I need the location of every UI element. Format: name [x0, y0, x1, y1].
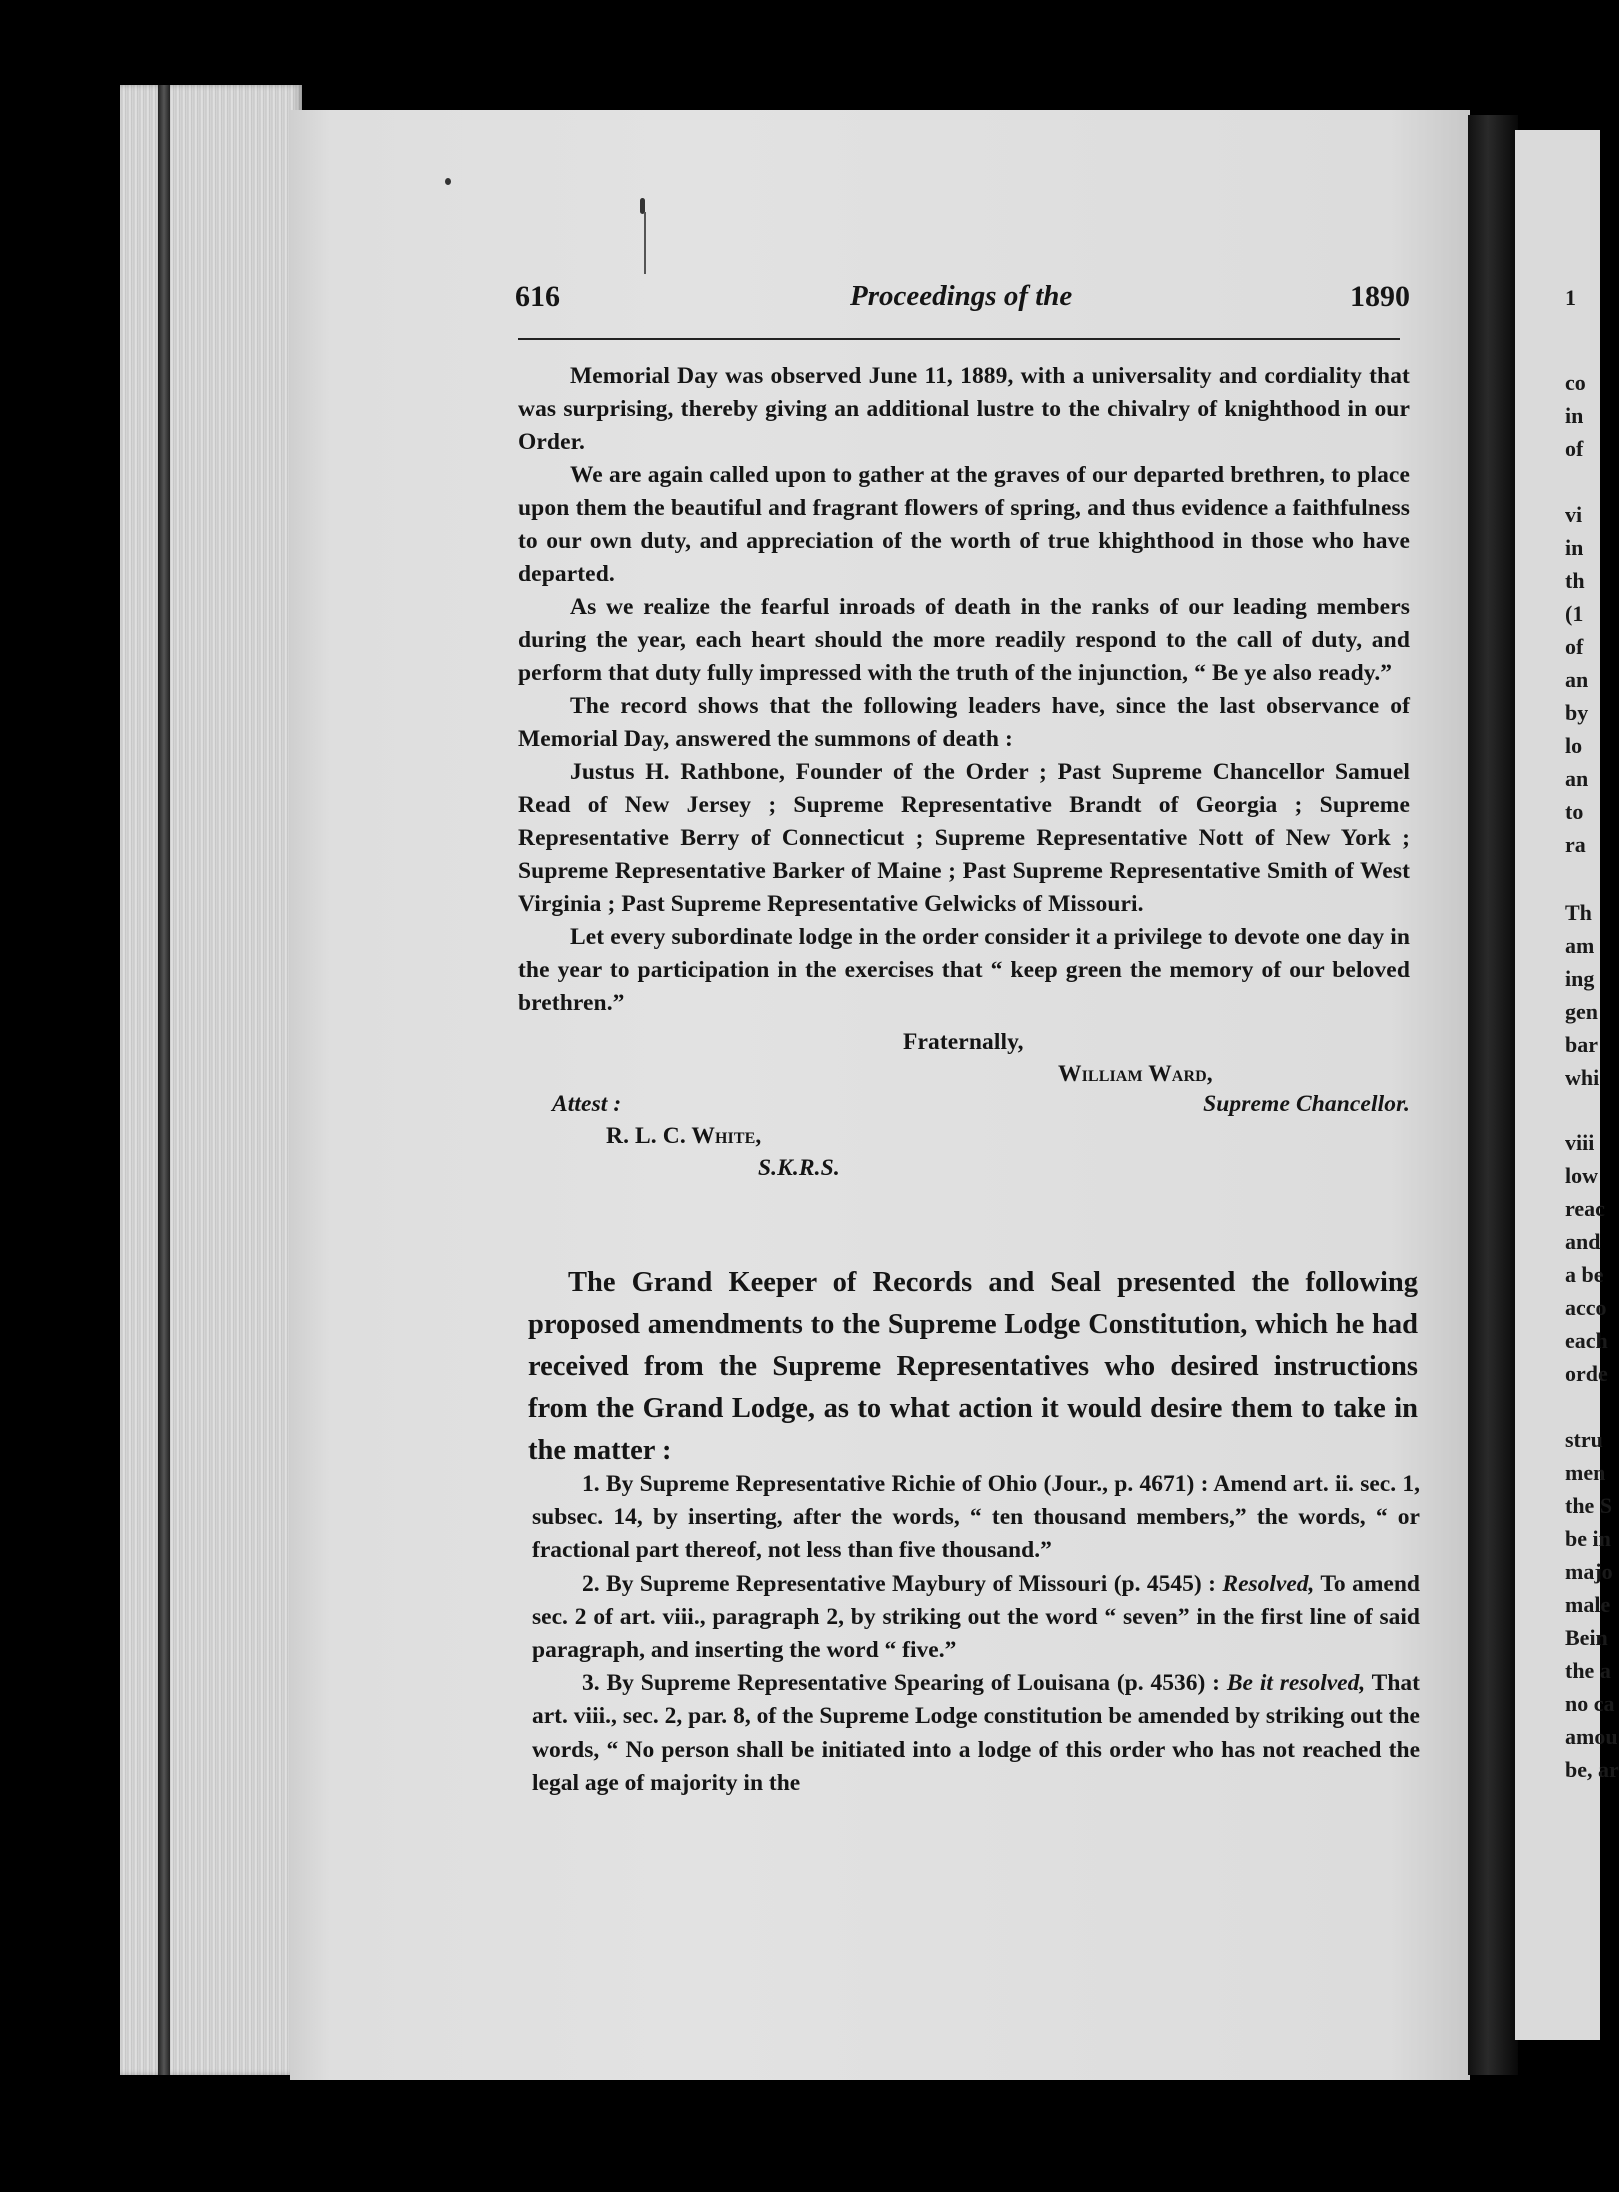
- book-gutter: [1468, 115, 1518, 2075]
- amendment-lead: 3. By Supreme Representative Spearing of Louisana (p. 4536) :: [582, 1670, 1227, 1697]
- facing-page-fragment: of: [1565, 436, 1584, 461]
- body-text: [518, 360, 1410, 1185]
- facing-page-fragment: 1: [1565, 285, 1576, 310]
- facing-page-fragment: th: [1565, 568, 1585, 593]
- facing-page-fragment: (1: [1565, 601, 1584, 626]
- facing-page-fragment: viii: [1565, 1130, 1595, 1155]
- facing-page-fragment: a be: [1565, 1262, 1604, 1287]
- facing-page-fragment: amou: [1565, 1724, 1618, 1749]
- book-page-edges: [120, 85, 302, 2075]
- page-header: [515, 280, 1410, 322]
- lead-paragraph-text: The Grand Keeper of Records and Seal presented the following proposed amendments to the Supreme Lodge Constitution, which he had received from the Supreme Representatives who desired instructions from the Grand Lodge, as to what action it would desire them to take in the matter :: [528, 1267, 1418, 1466]
- facing-page-fragment: an: [1565, 667, 1589, 692]
- amendment-rest: That art. viii., sec. 2, par. 8, of the Supreme Lodge constitution be amended by striking out the words, “ No person shall be initiated into a lodge of this order who has not reached the legal age of majority in the: [532, 1670, 1420, 1796]
- paragraph: The record shows that the following leaders have, since the last observance of Memorial Day, answered the summons of death :: [518, 693, 1410, 752]
- amendment-lead: 2. By Supreme Representative Maybury of Missouri (p. 4545) :: [582, 1570, 1223, 1597]
- facing-page-fragment: the S: [1565, 1493, 1613, 1518]
- facing-page-fragment: acco: [1565, 1295, 1607, 1320]
- facing-page-fragment: gen: [1565, 999, 1598, 1024]
- amendment-item: [532, 1667, 1420, 1800]
- amendments-list: [532, 1468, 1420, 1800]
- signer-title: Supreme Chancellor.: [1203, 1091, 1410, 1117]
- facing-page-fragment: reac: [1565, 1196, 1605, 1221]
- facing-page-fragment: to: [1565, 799, 1584, 824]
- facing-page-fragment: no ca: [1565, 1691, 1615, 1716]
- facing-page-fragment: be in: [1565, 1526, 1611, 1551]
- scan-speck: [445, 178, 451, 185]
- lead-paragraph: [528, 1262, 1418, 1472]
- facing-page-fragment: stru: [1565, 1427, 1603, 1452]
- facing-page-fragment: of: [1565, 634, 1584, 659]
- signer-name: William Ward,: [1058, 1061, 1213, 1087]
- book-spine-shadow: [158, 85, 170, 2075]
- attester-title: S.K.R.S.: [758, 1155, 840, 1181]
- paragraph: Let every subordinate lodge in the order consider it a privilege to devote one day in the year to participation in the exercises that “ keep green the memory of our beloved brethren.”: [518, 924, 1410, 1016]
- facing-page-fragment: men: [1565, 1460, 1606, 1485]
- facing-page-fragment: co: [1565, 370, 1586, 395]
- facing-page-fragment: in: [1565, 403, 1584, 428]
- facing-page-fragment: bar: [1565, 1032, 1598, 1057]
- amendment-item: [532, 1568, 1420, 1668]
- paragraph: Justus H. Rathbone, Founder of the Order ; Past Supreme Chancellor Samuel Read of New Jersey ; Supreme Representative Brandt of Georgia ; Supreme Representative Berry of Connecticut ; Supreme Representative Nott of New York ; Supreme Representative Barker of Maine ; Past Supreme Representative Smith of West Virginia ; Past Supreme Representative Gelwicks of Missouri.: [518, 759, 1410, 917]
- page-number: 616: [515, 280, 560, 313]
- attest-label: Attest :: [552, 1091, 622, 1117]
- facing-page-fragment: orde: [1565, 1361, 1608, 1386]
- facing-page-fragment: whi: [1565, 1065, 1600, 1090]
- facing-page-fragment: ing: [1565, 966, 1595, 991]
- facing-page-fragment: and: [1565, 1229, 1601, 1254]
- paragraph: Memorial Day was observed June 11, 1889, with a universality and cordiality that was surprising, thereby giving an additional lustre to the chivalry of knighthood in our Order.: [518, 363, 1410, 455]
- amendment-resolved: Be it resolved,: [1226, 1670, 1366, 1697]
- header-year: 1890: [1350, 280, 1410, 313]
- facing-page-fragment: the a: [1565, 1658, 1611, 1683]
- running-title: Proceedings of the: [850, 280, 1073, 312]
- facing-page-fragment: male: [1565, 1592, 1611, 1617]
- facing-page-edge: [1515, 130, 1619, 2040]
- facing-page-fragment: vi: [1565, 502, 1583, 527]
- paragraph: As we realize the fearful inroads of death in the ranks of our leading members during the year, each heart should the more readily respond to the call of duty, and perform that duty fully impressed with the truth of the injunction, “ Be ye also ready.”: [518, 594, 1410, 686]
- attester-name: R. L. C. White,: [606, 1123, 762, 1149]
- facing-page-fragment: lo: [1565, 733, 1583, 758]
- facing-page-fragment: ra: [1565, 832, 1586, 857]
- amendment-rest: To amend sec. 2 of art. viii., paragraph 2, by striking out the word “ seven” in the first line of said paragraph, and inserting the word “ five.”: [532, 1570, 1420, 1664]
- facing-page-fragment: in: [1565, 535, 1584, 560]
- closing-line: Fraternally,: [903, 1029, 1024, 1055]
- amendment-resolved: Resolved,: [1222, 1570, 1315, 1597]
- facing-page-fragment: Th: [1565, 900, 1592, 925]
- facing-page-fragment: am: [1565, 933, 1595, 958]
- signature-block: [518, 1020, 1410, 1185]
- facing-page-fragment: Bein: [1565, 1625, 1608, 1650]
- facing-page-fragment: low: [1565, 1163, 1598, 1188]
- facing-page-fragment: an: [1565, 766, 1589, 791]
- paragraph: We are again called upon to gather at the graves of our departed brethren, to place upon them the beautiful and fragrant flowers of spring, and thus evidence a faithfulness to our own duty, and appreciation of the worth of true khighthood in those who have departed.: [518, 462, 1410, 587]
- facing-page-fragment: be, ar: [1565, 1757, 1619, 1782]
- amendment-item: 1. By Supreme Representative Richie of Ohio (Jour., p. 4671) : Amend art. ii. sec. 1, subsec. 14, by inserting, after the words, “ ten thousand members,” the words, “ or fractional part thereof, not less than five thousand.”: [532, 1471, 1420, 1564]
- scan-scratch: [644, 212, 646, 274]
- facing-page-fragment: by: [1565, 700, 1589, 725]
- facing-page-fragment: each: [1565, 1328, 1608, 1353]
- facing-page-fragment: majo: [1565, 1559, 1613, 1584]
- header-rule: [518, 338, 1400, 340]
